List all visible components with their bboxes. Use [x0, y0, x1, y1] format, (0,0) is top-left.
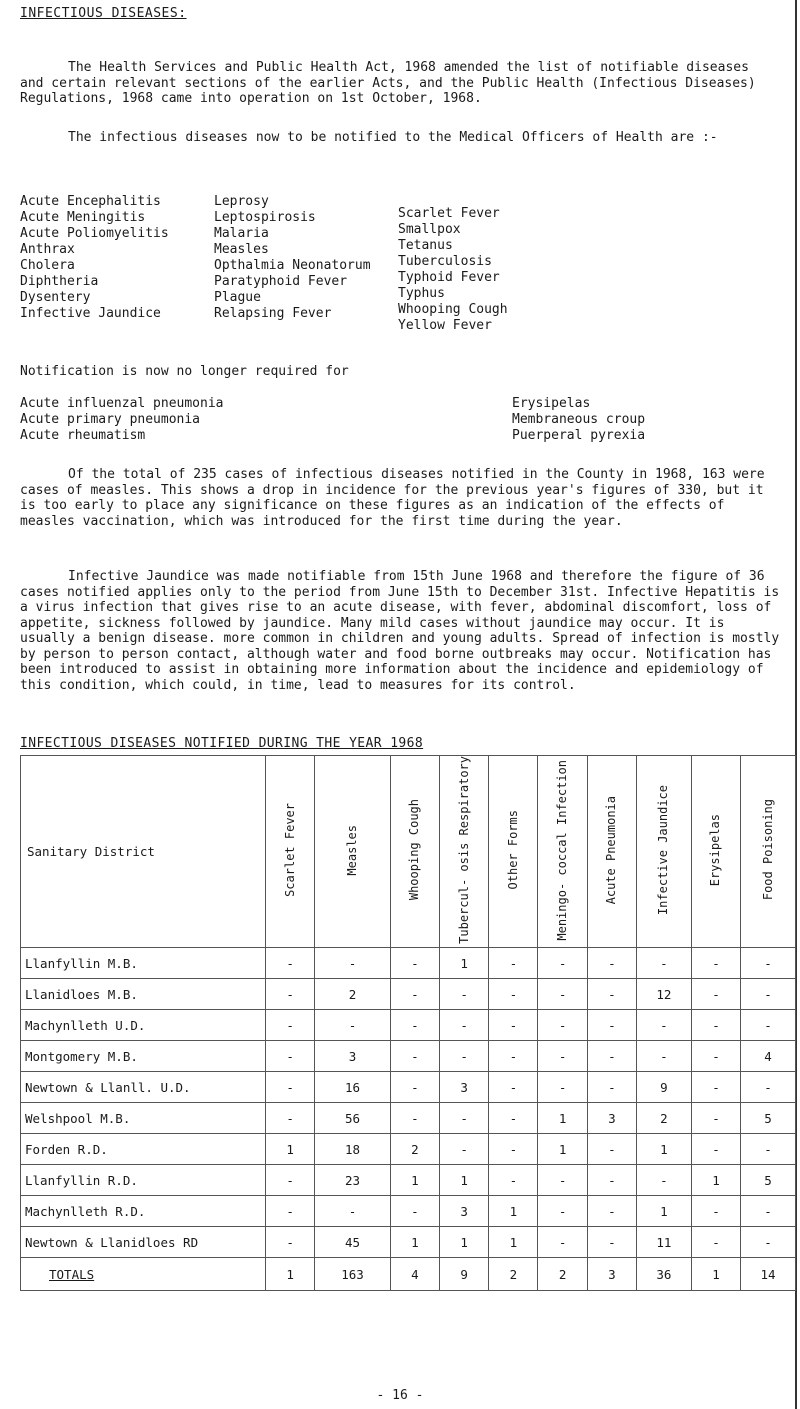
- count-cell: 1: [439, 948, 488, 979]
- page-number: - 16 -: [376, 1388, 424, 1403]
- count-cell: 1: [266, 1134, 315, 1165]
- count-cell: -: [636, 948, 691, 979]
- count-cell: -: [266, 1227, 315, 1258]
- count-cell: -: [587, 979, 636, 1010]
- count-cell: -: [266, 1010, 315, 1041]
- count-cell: -: [691, 979, 740, 1010]
- count-cell: -: [489, 1103, 538, 1134]
- count-cell: -: [390, 948, 439, 979]
- district-name: Machynlleth U.D.: [21, 1010, 266, 1041]
- count-cell: 4: [741, 1041, 796, 1072]
- count-cell: -: [266, 1103, 315, 1134]
- count-cell: 1: [439, 1165, 488, 1196]
- count-cell: -: [636, 1010, 691, 1041]
- disease-column-header: [439, 756, 488, 948]
- disease-column-header: [489, 756, 538, 948]
- count-cell: -: [538, 1165, 587, 1196]
- table-title: INFECTIOUS DISEASES NOTIFIED DURING THE YEAR 1968: [20, 736, 424, 751]
- measles-paragraph: Of the total of 235 cases of infectious diseases notified in the County in 1968, 163 were cases of measles. This shows a drop in incidence for the previous year's figures of 330, but it is too early to place any significance on these figures as an indication of the effects of measles vaccination, which was introduced for the first time during the year.: [20, 467, 765, 529]
- count-cell: -: [587, 1041, 636, 1072]
- count-cell: -: [741, 979, 796, 1010]
- count-cell: -: [390, 1010, 439, 1041]
- table-row: [21, 1103, 796, 1134]
- count-cell: 1: [489, 1227, 538, 1258]
- count-cell: -: [538, 1196, 587, 1227]
- count-cell: -: [489, 948, 538, 979]
- count-cell: -: [691, 1227, 740, 1258]
- count-cell: -: [489, 1134, 538, 1165]
- district-name: Montgomery M.B.: [21, 1041, 266, 1072]
- count-cell: -: [390, 1196, 439, 1227]
- column-header-label: Food Poisoning: [760, 799, 775, 901]
- notifiable-disease-item: Acute Meningitis: [20, 210, 146, 225]
- count-cell: 3: [587, 1103, 636, 1134]
- notifiable-column-3: [398, 206, 508, 334]
- count-cell: -: [266, 1072, 315, 1103]
- notifiable-disease-item: Yellow Fever: [398, 318, 492, 333]
- notifiable-disease-item: Dysentery: [20, 290, 91, 305]
- count-cell: -: [691, 1010, 740, 1041]
- count-cell: -: [691, 1072, 740, 1103]
- count-cell: 3: [439, 1196, 488, 1227]
- column-header-label: Tubercul- osis Respiratory: [456, 756, 471, 944]
- count-cell: 2: [390, 1134, 439, 1165]
- section-heading: INFECTIOUS DISEASES:: [20, 6, 187, 21]
- count-cell: -: [741, 1134, 796, 1165]
- count-cell: 12: [636, 979, 691, 1010]
- count-cell: -: [439, 1041, 488, 1072]
- jaundice-paragraph: Infective Jaundice was made notifiable from 15th June 1968 and therefore the figure of 36 cases notified applies only to the period from June 15th to December 31st. Infective Hepatitis is a virus infection that gives rise to an acute disease, with fever, abdominal discomfort, loss of appetite, sickness followed by jaundice. Many mild cases without jaundice may occur. It is usually a benign disease. more common in children and young adults. Spread of infection is mostly by person to person contact, although water and food borne outbreaks may occur. Notification has been introduced to assist in obtaining more information about the incidence and epidemiology of this condition, which could, in time, lead to measures for its control.: [20, 569, 780, 693]
- count-cell: 9: [439, 1258, 488, 1291]
- not-required-disease-item: Acute influenzal pneumonia: [20, 396, 224, 411]
- totals-label: TOTALS: [21, 1258, 266, 1291]
- count-cell: 5: [741, 1103, 796, 1134]
- disease-column-header: [691, 756, 740, 948]
- count-cell: 14: [741, 1258, 796, 1291]
- count-cell: 1: [266, 1258, 315, 1291]
- count-cell: -: [691, 1134, 740, 1165]
- count-cell: -: [266, 1041, 315, 1072]
- not-required-disease-item: Membraneous croup: [512, 412, 646, 427]
- notifiable-disease-item: Tetanus: [398, 238, 453, 253]
- column-header-label: Whooping Cough: [407, 799, 422, 901]
- count-cell: -: [538, 1072, 587, 1103]
- notifiable-column-1: [20, 194, 169, 322]
- count-cell: -: [439, 979, 488, 1010]
- count-cell: 1: [636, 1196, 691, 1227]
- district-column-header: Sanitary District: [21, 756, 266, 948]
- table-row: [21, 1196, 796, 1227]
- district-name: Forden R.D.: [21, 1134, 266, 1165]
- notifiable-disease-item: Measles: [214, 242, 269, 257]
- count-cell: -: [266, 979, 315, 1010]
- count-cell: -: [266, 1165, 315, 1196]
- column-header-label: Meningo- coccal Infection: [555, 759, 570, 941]
- column-header-label: Erysipelas: [708, 813, 723, 887]
- notifiable-disease-item: Typhus: [398, 286, 445, 301]
- notifiable-disease-item: Smallpox: [398, 222, 461, 237]
- district-name: Llanfyllin R.D.: [21, 1165, 266, 1196]
- count-cell: -: [439, 1103, 488, 1134]
- count-cell: 4: [390, 1258, 439, 1291]
- not-required-disease-item: Erysipelas: [512, 396, 591, 411]
- count-cell: -: [489, 979, 538, 1010]
- disease-column-header: [538, 756, 587, 948]
- not-required-intro: Notification is now no longer required for: [20, 364, 349, 379]
- not-required-column-2: [512, 396, 645, 444]
- count-cell: 18: [315, 1134, 390, 1165]
- count-cell: -: [489, 1041, 538, 1072]
- count-cell: 2: [315, 979, 390, 1010]
- notifications-table: [20, 755, 796, 1291]
- notifiable-disease-item: Malaria: [214, 226, 269, 241]
- count-cell: -: [538, 1041, 587, 1072]
- count-cell: 1: [390, 1227, 439, 1258]
- count-cell: 3: [587, 1258, 636, 1291]
- count-cell: 45: [315, 1227, 390, 1258]
- count-cell: -: [390, 979, 439, 1010]
- count-cell: -: [439, 1010, 488, 1041]
- table-row: [21, 1041, 796, 1072]
- not-required-disease-item: Puerperal pyrexia: [512, 428, 646, 443]
- column-header-label: Infective Jaundice: [656, 784, 671, 915]
- count-cell: 56: [315, 1103, 390, 1134]
- count-cell: -: [587, 1072, 636, 1103]
- notifiable-disease-item: Opthalmia Neonatorum: [214, 258, 371, 273]
- count-cell: -: [489, 1072, 538, 1103]
- table-row: [21, 979, 796, 1010]
- count-cell: 36: [636, 1258, 691, 1291]
- notifiable-disease-item: Leptospirosis: [214, 210, 316, 225]
- intro-paragraph: The Health Services and Public Health Act, 1968 amended the list of notifiable diseases and certain relevant sections of the earlier Acts, and the Public Health (Infectious Diseases) Regulations, 1968 came into operation on 1st October, 1968.: [20, 60, 756, 106]
- count-cell: -: [691, 948, 740, 979]
- table-row: [21, 1072, 796, 1103]
- count-cell: -: [741, 1072, 796, 1103]
- count-cell: -: [691, 1196, 740, 1227]
- notifiable-disease-item: Whooping Cough: [398, 302, 508, 317]
- district-name: Machynlleth R.D.: [21, 1196, 266, 1227]
- table-row: [21, 948, 796, 979]
- notifiable-disease-item: Scarlet Fever: [398, 206, 500, 221]
- count-cell: -: [587, 948, 636, 979]
- column-header-label: Scarlet Fever: [282, 802, 297, 897]
- notifiable-disease-item: Typhoid Fever: [398, 270, 500, 285]
- table-row: [21, 1134, 796, 1165]
- count-cell: 11: [636, 1227, 691, 1258]
- disease-column-header: [587, 756, 636, 948]
- count-cell: 1: [691, 1258, 740, 1291]
- count-cell: -: [390, 1103, 439, 1134]
- count-cell: -: [315, 1196, 390, 1227]
- count-cell: 1: [538, 1103, 587, 1134]
- count-cell: -: [741, 1196, 796, 1227]
- count-cell: -: [587, 1134, 636, 1165]
- not-required-disease-item: Acute primary pneumonia: [20, 412, 201, 427]
- count-cell: -: [587, 1196, 636, 1227]
- count-cell: -: [691, 1103, 740, 1134]
- district-name: Newtown & Llanidloes RD: [21, 1227, 266, 1258]
- count-cell: -: [266, 1196, 315, 1227]
- district-name: Welshpool M.B.: [21, 1103, 266, 1134]
- disease-column-header: [741, 756, 796, 948]
- notifiable-disease-item: Plague: [214, 290, 261, 305]
- totals-row: [21, 1258, 796, 1291]
- count-cell: -: [636, 1165, 691, 1196]
- table-row: [21, 1227, 796, 1258]
- count-cell: -: [741, 1227, 796, 1258]
- count-cell: 1: [489, 1196, 538, 1227]
- count-cell: -: [489, 1010, 538, 1041]
- count-cell: 1: [636, 1134, 691, 1165]
- count-cell: -: [315, 1010, 390, 1041]
- disease-column-header: [266, 756, 315, 948]
- count-cell: 3: [315, 1041, 390, 1072]
- count-cell: -: [390, 1072, 439, 1103]
- notifiable-disease-item: Tuberculosis: [398, 254, 492, 269]
- column-header-label: Measles: [344, 824, 359, 876]
- count-cell: 163: [315, 1258, 390, 1291]
- count-cell: -: [587, 1165, 636, 1196]
- count-cell: 1: [390, 1165, 439, 1196]
- not-required-column-1: [20, 396, 224, 444]
- count-cell: -: [691, 1041, 740, 1072]
- count-cell: -: [538, 948, 587, 979]
- notifiable-disease-item: Relapsing Fever: [214, 306, 332, 321]
- count-cell: 2: [489, 1258, 538, 1291]
- table-row: [21, 1165, 796, 1196]
- count-cell: 9: [636, 1072, 691, 1103]
- notifiable-disease-item: Acute Poliomyelitis: [20, 226, 169, 241]
- notifiable-column-2: [214, 194, 371, 322]
- count-cell: 23: [315, 1165, 390, 1196]
- disease-column-header: [390, 756, 439, 948]
- notifiable-disease-item: Diphtheria: [20, 274, 99, 289]
- notifiable-disease-item: Cholera: [20, 258, 75, 273]
- count-cell: -: [489, 1165, 538, 1196]
- count-cell: 2: [538, 1258, 587, 1291]
- count-cell: 5: [741, 1165, 796, 1196]
- disease-column-header: [636, 756, 691, 948]
- count-cell: -: [636, 1041, 691, 1072]
- table-header-row: [21, 756, 796, 948]
- count-cell: -: [741, 1010, 796, 1041]
- count-cell: -: [587, 1227, 636, 1258]
- column-header-label: Other Forms: [505, 810, 520, 890]
- count-cell: -: [390, 1041, 439, 1072]
- count-cell: -: [266, 948, 315, 979]
- notifiable-disease-item: Acute Encephalitis: [20, 194, 161, 209]
- count-cell: 2: [636, 1103, 691, 1134]
- count-cell: 1: [691, 1165, 740, 1196]
- disease-column-header: [315, 756, 390, 948]
- count-cell: -: [587, 1010, 636, 1041]
- count-cell: -: [538, 1010, 587, 1041]
- notifiable-disease-item: Paratyphoid Fever: [214, 274, 348, 289]
- table-row: [21, 1010, 796, 1041]
- notifiable-disease-item: Leprosy: [214, 194, 269, 209]
- column-header-label: Acute Pneumonia: [604, 795, 619, 905]
- count-cell: 1: [439, 1227, 488, 1258]
- count-cell: -: [538, 979, 587, 1010]
- count-cell: 16: [315, 1072, 390, 1103]
- district-name: Newtown & Llanll. U.D.: [21, 1072, 266, 1103]
- count-cell: -: [439, 1134, 488, 1165]
- count-cell: -: [538, 1227, 587, 1258]
- district-name: Llanidloes M.B.: [21, 979, 266, 1010]
- count-cell: 1: [538, 1134, 587, 1165]
- not-required-disease-item: Acute rheumatism: [20, 428, 146, 443]
- notifiable-disease-item: Anthrax: [20, 242, 75, 257]
- district-name: Llanfyllin M.B.: [21, 948, 266, 979]
- notifiable-disease-item: Infective Jaundice: [20, 306, 161, 321]
- notifiable-intro-paragraph: The infectious diseases now to be notified to the Medical Officers of Health are :-: [68, 130, 718, 145]
- count-cell: 3: [439, 1072, 488, 1103]
- count-cell: -: [741, 948, 796, 979]
- count-cell: -: [315, 948, 390, 979]
